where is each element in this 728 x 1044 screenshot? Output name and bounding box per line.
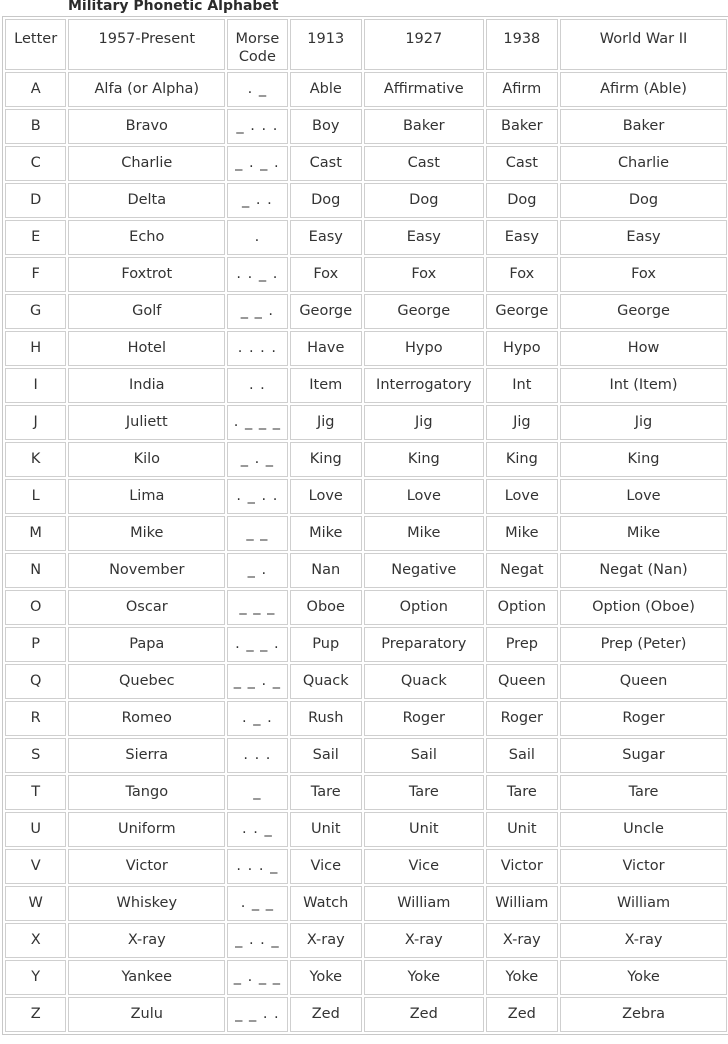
cell-1957-present: Zulu <box>68 997 225 1032</box>
cell-morse-code: _ . _ <box>227 442 287 477</box>
cell-letter: D <box>5 183 66 218</box>
table-row <box>5 516 727 551</box>
cell-world-war-ii: King <box>560 442 727 477</box>
cell-letter: W <box>5 886 66 921</box>
cell-letter: J <box>5 405 66 440</box>
cell-world-war-ii: Victor <box>560 849 727 884</box>
cell-morse-code: . . _ . <box>227 257 287 292</box>
cell-1938: X-ray <box>486 923 558 958</box>
table-row <box>5 849 727 884</box>
cell-1957-present: Romeo <box>68 701 225 736</box>
cell-1938: George <box>486 294 558 329</box>
table-row <box>5 294 727 329</box>
cell-1927: George <box>364 294 484 329</box>
table-row <box>5 997 727 1032</box>
cell-1913: Vice <box>290 849 362 884</box>
header-1927: 1927 <box>364 19 484 70</box>
cell-1957-present: November <box>68 553 225 588</box>
cell-1938: Victor <box>486 849 558 884</box>
cell-world-war-ii: Negat (Nan) <box>560 553 727 588</box>
cell-1927: Negative <box>364 553 484 588</box>
cell-1938: Int <box>486 368 558 403</box>
cell-world-war-ii: Afirm (Able) <box>560 72 727 107</box>
cell-1938: Queen <box>486 664 558 699</box>
cell-world-war-ii: Easy <box>560 220 727 255</box>
table-row <box>5 220 727 255</box>
header-morse-line-2: Code <box>238 49 276 65</box>
cell-1927: Easy <box>364 220 484 255</box>
table-row <box>5 886 727 921</box>
header-row <box>5 19 727 70</box>
cell-1927: William <box>364 886 484 921</box>
cell-letter: S <box>5 738 66 773</box>
cell-1938: Easy <box>486 220 558 255</box>
cell-1913: Quack <box>290 664 362 699</box>
table-row <box>5 775 727 810</box>
table-row <box>5 960 727 995</box>
table-row <box>5 442 727 477</box>
cell-letter: I <box>5 368 66 403</box>
cell-1938: Tare <box>486 775 558 810</box>
cell-1957-present: X-ray <box>68 923 225 958</box>
cell-morse-code: _ . . _ <box>227 923 287 958</box>
cell-letter: X <box>5 923 66 958</box>
cell-1927: King <box>364 442 484 477</box>
cell-1913: Easy <box>290 220 362 255</box>
cell-1957-present: Alfa (or Alpha) <box>68 72 225 107</box>
cell-1957-present: Foxtrot <box>68 257 225 292</box>
cell-world-war-ii: Int (Item) <box>560 368 727 403</box>
cell-letter: Q <box>5 664 66 699</box>
cell-1927: Hypo <box>364 331 484 366</box>
cell-letter: Z <box>5 997 66 1032</box>
cell-1938: Negat <box>486 553 558 588</box>
table-row <box>5 405 727 440</box>
table-row <box>5 923 727 958</box>
cell-1913: George <box>290 294 362 329</box>
cell-1913: Cast <box>290 146 362 181</box>
cell-1938: Sail <box>486 738 558 773</box>
table-row <box>5 183 727 218</box>
cell-world-war-ii: Yoke <box>560 960 727 995</box>
cell-morse-code: . _ . <box>227 701 287 736</box>
cell-letter: E <box>5 220 66 255</box>
cell-1957-present: Juliett <box>68 405 225 440</box>
table-row <box>5 368 727 403</box>
cell-1927: Fox <box>364 257 484 292</box>
phonetic-alphabet-table <box>2 16 728 1035</box>
cell-1913: Tare <box>290 775 362 810</box>
cell-1913: Able <box>290 72 362 107</box>
cell-1927: Mike <box>364 516 484 551</box>
cell-letter: B <box>5 109 66 144</box>
cell-world-war-ii: X-ray <box>560 923 727 958</box>
cell-1938: Option <box>486 590 558 625</box>
cell-world-war-ii: Roger <box>560 701 727 736</box>
cell-morse-code: _ . . . <box>227 109 287 144</box>
cell-1957-present: Whiskey <box>68 886 225 921</box>
cell-1927: Zed <box>364 997 484 1032</box>
cell-1938: Hypo <box>486 331 558 366</box>
cell-world-war-ii: Sugar <box>560 738 727 773</box>
table-row <box>5 590 727 625</box>
cell-1913: Jig <box>290 405 362 440</box>
cell-1938: Afirm <box>486 72 558 107</box>
cell-1957-present: Delta <box>68 183 225 218</box>
cell-1938: Yoke <box>486 960 558 995</box>
cell-morse-code: _ . _ _ <box>227 960 287 995</box>
cell-letter: H <box>5 331 66 366</box>
table-row <box>5 738 727 773</box>
cell-1913: Oboe <box>290 590 362 625</box>
cell-1938: Baker <box>486 109 558 144</box>
cell-1957-present: Echo <box>68 220 225 255</box>
cell-1913: Item <box>290 368 362 403</box>
cell-1927: Interrogatory <box>364 368 484 403</box>
cell-1938: Unit <box>486 812 558 847</box>
cell-1938: King <box>486 442 558 477</box>
table-row <box>5 553 727 588</box>
cell-1913: Dog <box>290 183 362 218</box>
cell-morse-code: _ _ . _ <box>227 664 287 699</box>
header-1913: 1913 <box>290 19 362 70</box>
cell-1913: Watch <box>290 886 362 921</box>
cell-morse-code: . <box>227 220 287 255</box>
header-morse-line-1: Morse <box>235 31 280 47</box>
cell-1927: Option <box>364 590 484 625</box>
cell-letter: Y <box>5 960 66 995</box>
table-row <box>5 627 727 662</box>
cell-1913: Boy <box>290 109 362 144</box>
table-row <box>5 331 727 366</box>
cell-morse-code: _ _ <box>227 516 287 551</box>
cell-morse-code: _ <box>227 775 287 810</box>
cell-1938: Dog <box>486 183 558 218</box>
cell-morse-code: . _ <box>227 72 287 107</box>
cell-letter: F <box>5 257 66 292</box>
header-world-war-ii: World War II <box>560 19 727 70</box>
cell-world-war-ii: Option (Oboe) <box>560 590 727 625</box>
cell-1957-present: Kilo <box>68 442 225 477</box>
cell-1927: Sail <box>364 738 484 773</box>
cell-world-war-ii: Jig <box>560 405 727 440</box>
header-letter: Letter <box>5 19 66 70</box>
cell-1913: Fox <box>290 257 362 292</box>
cell-1927: Vice <box>364 849 484 884</box>
cell-1957-present: Yankee <box>68 960 225 995</box>
cell-morse-code: . _ _ <box>227 886 287 921</box>
cell-1927: Baker <box>364 109 484 144</box>
cell-morse-code: . _ . . <box>227 479 287 514</box>
cell-morse-code: _ . <box>227 553 287 588</box>
cell-letter: L <box>5 479 66 514</box>
cell-world-war-ii: Prep (Peter) <box>560 627 727 662</box>
cell-world-war-ii: Charlie <box>560 146 727 181</box>
cell-1938: Fox <box>486 257 558 292</box>
cell-1913: Nan <box>290 553 362 588</box>
cell-letter: V <box>5 849 66 884</box>
cell-letter: U <box>5 812 66 847</box>
table-row <box>5 479 727 514</box>
cell-morse-code: . _ _ _ <box>227 405 287 440</box>
cell-1913: Zed <box>290 997 362 1032</box>
table-row <box>5 146 727 181</box>
cell-1957-present: Hotel <box>68 331 225 366</box>
cell-1938: Love <box>486 479 558 514</box>
cell-morse-code: _ _ _ <box>227 590 287 625</box>
cell-1927: Roger <box>364 701 484 736</box>
cell-1913: King <box>290 442 362 477</box>
cell-1938: Cast <box>486 146 558 181</box>
cell-1957-present: Mike <box>68 516 225 551</box>
cell-1927: Love <box>364 479 484 514</box>
cell-letter: A <box>5 72 66 107</box>
cell-1938: Roger <box>486 701 558 736</box>
cell-world-war-ii: Uncle <box>560 812 727 847</box>
cell-letter: M <box>5 516 66 551</box>
table-row <box>5 257 727 292</box>
cell-1938: Prep <box>486 627 558 662</box>
cell-1957-present: Lima <box>68 479 225 514</box>
cell-letter: R <box>5 701 66 736</box>
cell-letter: C <box>5 146 66 181</box>
cell-1913: Rush <box>290 701 362 736</box>
cell-world-war-ii: Baker <box>560 109 727 144</box>
table-row <box>5 109 727 144</box>
header-morse-code <box>227 19 287 70</box>
cell-letter: K <box>5 442 66 477</box>
cell-1927: Dog <box>364 183 484 218</box>
cell-1938: Zed <box>486 997 558 1032</box>
cell-1927: Unit <box>364 812 484 847</box>
cell-1913: Yoke <box>290 960 362 995</box>
cell-world-war-ii: Tare <box>560 775 727 810</box>
cell-1938: Jig <box>486 405 558 440</box>
cell-morse-code: _ . . <box>227 183 287 218</box>
cell-morse-code: _ _ . . <box>227 997 287 1032</box>
cell-1957-present: Uniform <box>68 812 225 847</box>
table-row <box>5 701 727 736</box>
cell-world-war-ii: Dog <box>560 183 727 218</box>
cell-1927: Cast <box>364 146 484 181</box>
cell-1957-present: Charlie <box>68 146 225 181</box>
cell-morse-code: _ . _ . <box>227 146 287 181</box>
cell-1957-present: Papa <box>68 627 225 662</box>
cell-1957-present: Oscar <box>68 590 225 625</box>
cell-morse-code: . . _ <box>227 812 287 847</box>
cell-1913: Have <box>290 331 362 366</box>
cell-letter: P <box>5 627 66 662</box>
cell-1957-present: Bravo <box>68 109 225 144</box>
cell-1957-present: Sierra <box>68 738 225 773</box>
table-row <box>5 812 727 847</box>
cell-world-war-ii: Mike <box>560 516 727 551</box>
cell-letter: N <box>5 553 66 588</box>
cell-1957-present: Victor <box>68 849 225 884</box>
cell-1957-present: Tango <box>68 775 225 810</box>
cell-1927: Yoke <box>364 960 484 995</box>
cell-1957-present: India <box>68 368 225 403</box>
cell-1913: Mike <box>290 516 362 551</box>
cell-world-war-ii: Love <box>560 479 727 514</box>
cell-1957-present: Quebec <box>68 664 225 699</box>
cell-1938: Mike <box>486 516 558 551</box>
cell-world-war-ii: George <box>560 294 727 329</box>
header-1938: 1938 <box>486 19 558 70</box>
cell-1913: Pup <box>290 627 362 662</box>
cell-letter: G <box>5 294 66 329</box>
cell-1927: Preparatory <box>364 627 484 662</box>
cell-1927: Tare <box>364 775 484 810</box>
cell-1927: Jig <box>364 405 484 440</box>
cell-morse-code: . . . _ <box>227 849 287 884</box>
cell-morse-code: . . . <box>227 738 287 773</box>
cell-letter: T <box>5 775 66 810</box>
table-row <box>5 72 727 107</box>
cell-morse-code: . . <box>227 368 287 403</box>
cell-1913: X-ray <box>290 923 362 958</box>
table-row <box>5 664 727 699</box>
cell-1957-present: Golf <box>68 294 225 329</box>
cell-1927: Affirmative <box>364 72 484 107</box>
cell-1913: Sail <box>290 738 362 773</box>
cell-morse-code: _ _ . <box>227 294 287 329</box>
cell-1938: William <box>486 886 558 921</box>
cell-1927: Quack <box>364 664 484 699</box>
cell-1913: Unit <box>290 812 362 847</box>
table-body <box>5 72 727 1032</box>
cell-morse-code: . . . . <box>227 331 287 366</box>
cell-world-war-ii: Zebra <box>560 997 727 1032</box>
cell-world-war-ii: Queen <box>560 664 727 699</box>
page-title: Military Phonetic Alphabet <box>68 0 279 14</box>
cell-morse-code: . _ _ . <box>227 627 287 662</box>
cell-1913: Love <box>290 479 362 514</box>
cell-world-war-ii: Fox <box>560 257 727 292</box>
cell-letter: O <box>5 590 66 625</box>
cell-world-war-ii: William <box>560 886 727 921</box>
cell-1927: X-ray <box>364 923 484 958</box>
header-1957-present: 1957-Present <box>68 19 225 70</box>
cell-world-war-ii: How <box>560 331 727 366</box>
